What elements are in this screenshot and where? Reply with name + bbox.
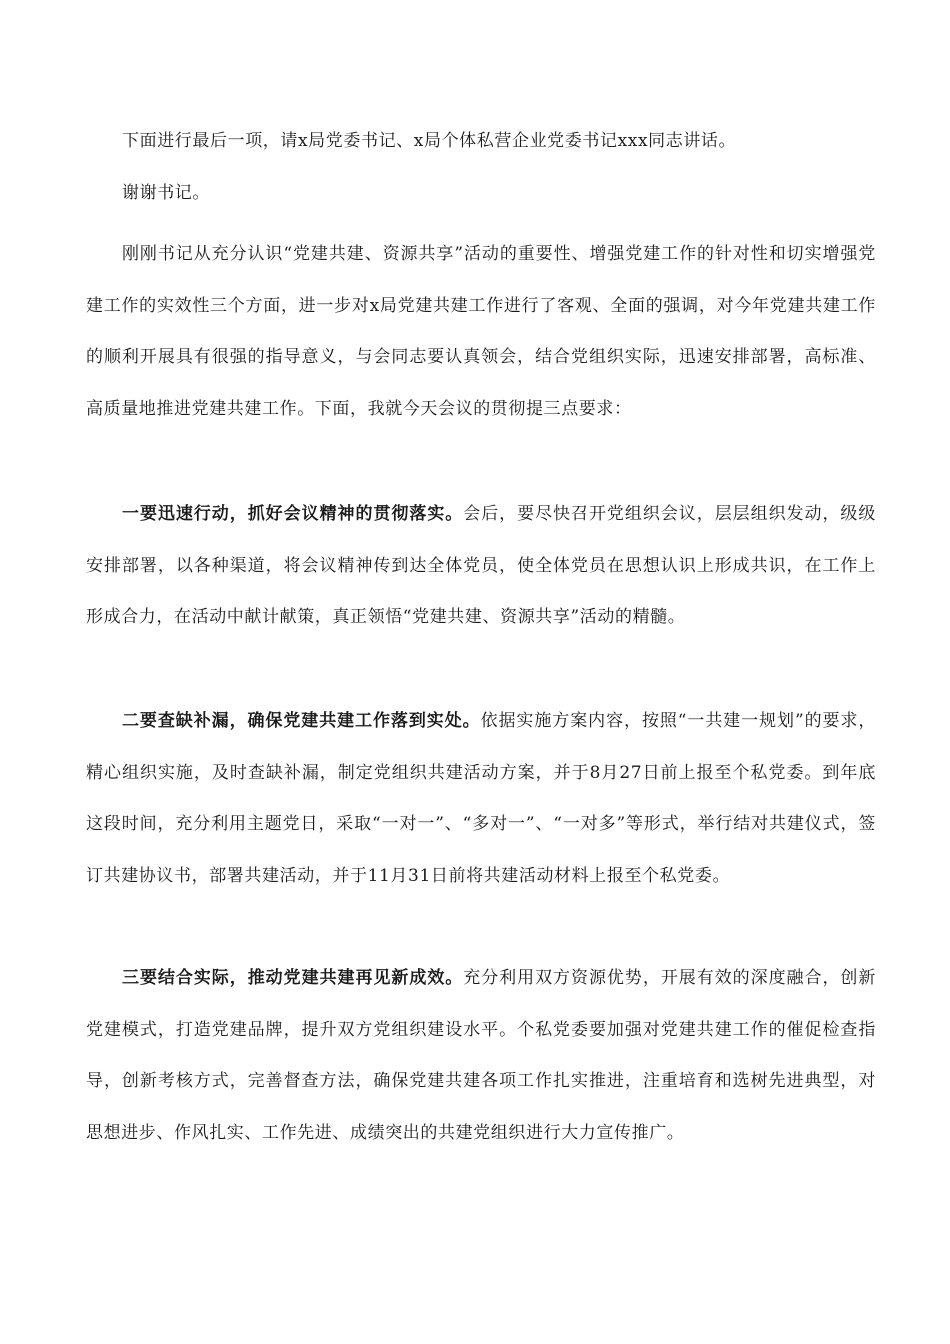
paragraph-text: 谢谢书记。 [122, 183, 210, 203]
paragraph-requirement-three [86, 953, 876, 1159]
paragraph-requirement-one [86, 489, 876, 644]
requirement-one-heading: 一要迅速行动，抓好会议精神的贯彻落实。 [122, 504, 464, 524]
paragraph-text: 下面进行最后一项，请x局党委书记、x局个体私营企业党委书记xxx同志讲话。 [122, 131, 737, 151]
paragraph-text: 充分利用双方资源优势，开展有效的深度融合，创新党建模式，打造党建品牌，提升双方党组织建设水平。个私党委要加强对党建共建工作的催促检查指导，创新考核方式，完善督查方法，确保党建共建各项工作扎实推进，注重培育和选树先进典型，对思想进步、作风扎实、工作先进、成绩突出的共建党组织进行大力宣传推广。 [86, 968, 876, 1143]
paragraph-text: 会后，要尽快召开党组织会议，层层组织发动，级级安排部署，以各种渠道，将会议精神传到达全体党员，使全体党员在思想认识上形成共识，在工作上形成合力，在活动中献计献策，真正领悟“党建共建、资源共享”活动的精髓。 [86, 504, 876, 628]
paragraph-requirement-two [86, 696, 876, 902]
paragraph-thanks [86, 168, 876, 220]
paragraph-summary [86, 229, 876, 435]
requirement-two-heading: 二要查缺补漏，确保党建共建工作落到实处。 [122, 711, 481, 731]
paragraph-closing-announcement [86, 116, 876, 168]
paragraph-text: 刚刚书记从充分认识“党建共建、资源共享”活动的重要性、增强党建工作的针对性和切实增强党建工作的实效性三个方面，进一步对x局党建共建工作进行了客观、全面的强调，对今年党建共建工作的顺利开展具有很强的指导意义，与会同志要认真领会，结合党组织实际，迅速安排部署，高标准、高质量地推进党建共建工作。下面，我就今天会议的贯彻提三点要求： [86, 244, 876, 419]
requirement-three-heading: 三要结合实际，推动党建共建再见新成效。 [122, 968, 464, 988]
paragraph-text: 依据实施方案内容，按照“一共建一规划”的要求，精心组织实施，及时查缺补漏，制定党组织共建活动方案，并于8月27日前上报至个私党委。到年底这段时间，充分利用主题党日，采取“一对一”、“多对一”、“一对多”等形式，举行结对共建仪式，签订共建协议书，部署共建活动，并于11月31日前将共建活动材料上报至个私党委。 [86, 711, 876, 886]
